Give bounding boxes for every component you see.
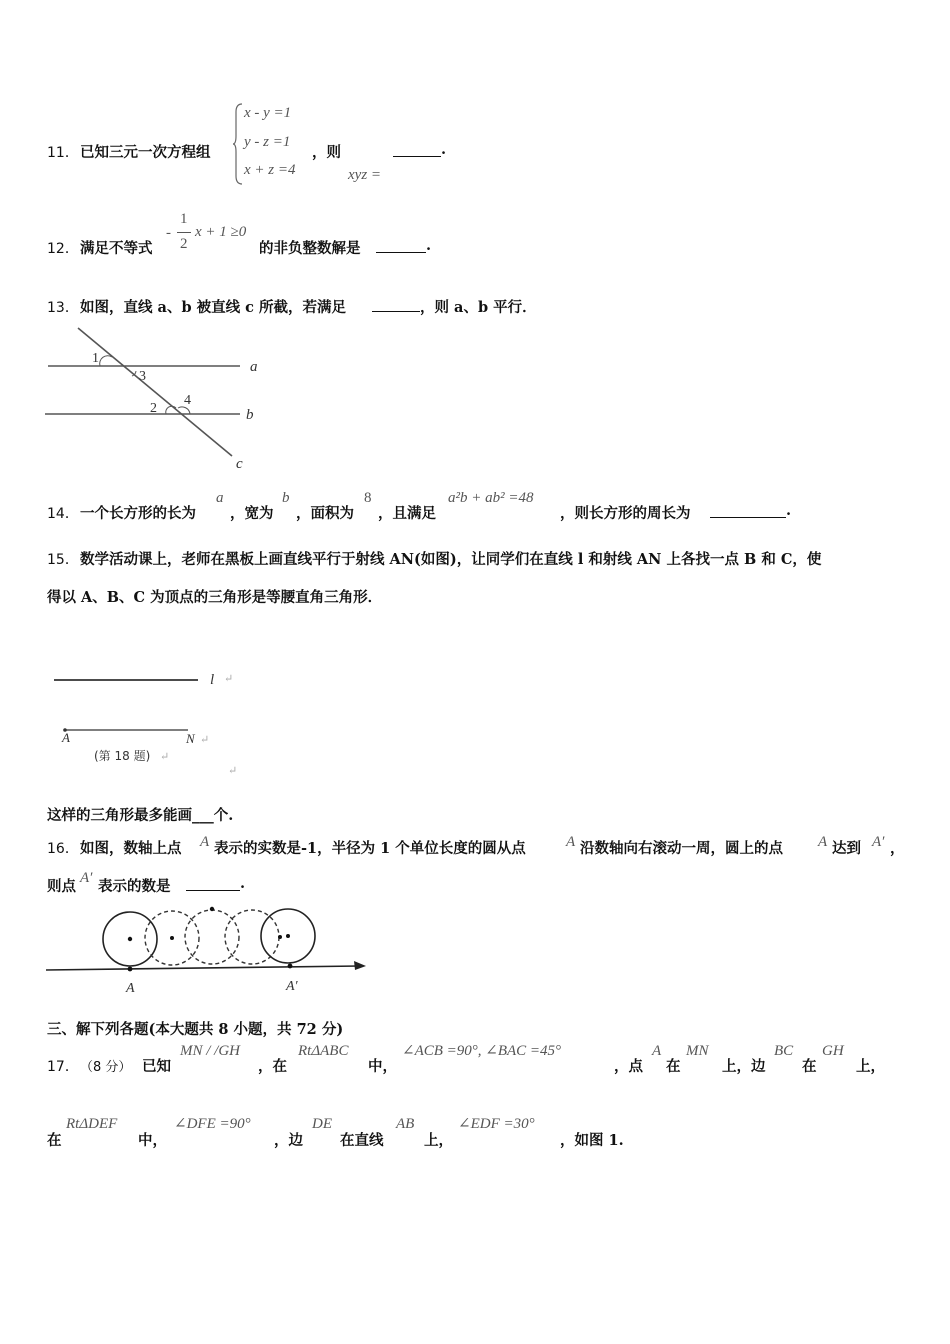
question-text: 中， [138, 1132, 167, 1149]
question-text: 表示的数是 [98, 878, 171, 895]
circle-point [210, 907, 214, 911]
period: . [240, 875, 246, 892]
return-mark-icon: ↵ [200, 734, 210, 746]
angle-1-arc [100, 356, 112, 366]
var-b: b [282, 490, 290, 506]
question-text: 上， [856, 1058, 885, 1075]
inequality: x + 1 ≥0 [195, 224, 247, 240]
label-a: a [250, 359, 258, 375]
circle-point [278, 935, 282, 939]
question-text: 上，边 [722, 1058, 766, 1075]
point-Aprime [288, 964, 293, 969]
question-text: 得以 A、B、C 为顶点的三角形是等腰直角三角形． [47, 589, 383, 606]
fraction-bar [177, 232, 191, 233]
math-expr: DE [312, 1116, 332, 1132]
question-text: 数学活动课上，老师在黑板上画直线平行于射线 AN(如图)，让同学们在直线 l 和射线 AN 上各找一点 B 和 C，使 [80, 551, 822, 568]
question-number: 12． [47, 241, 79, 257]
point-A-symbol: A [566, 834, 576, 850]
angle-2-label: 2 [150, 401, 157, 416]
math-expr: GH [822, 1043, 844, 1059]
question-text: 则点 [47, 878, 76, 895]
question-text: 表示的实数是-1，半径为 1 个单位长度的圆从点 [214, 840, 526, 857]
math-expr: RtΔDEF [66, 1116, 118, 1132]
equation-2: y - z =1 [244, 134, 291, 150]
math-expr: AB [396, 1116, 415, 1132]
angle-4-label: 4 [184, 393, 191, 408]
var-a: a [216, 490, 224, 506]
circle-center [128, 937, 132, 941]
equation-3: x + z =4 [244, 162, 296, 178]
answer-blank[interactable] [376, 238, 426, 253]
question-number: 14． [47, 506, 79, 522]
label-Aprime: A′ [286, 979, 298, 994]
question-text: ，如图 1. [560, 1132, 624, 1149]
question-text: 上， [424, 1132, 453, 1149]
period: . [786, 502, 792, 519]
question-text: ，宽为 [230, 505, 274, 522]
question-text: ，面积为 [296, 505, 354, 522]
return-mark-icon: ↵ [228, 765, 238, 777]
line-c [78, 328, 232, 456]
area-value: 8 [364, 490, 372, 506]
question-number: 15． [47, 552, 79, 568]
question-text: ，则 [312, 144, 341, 161]
score: （8 分） [80, 1060, 132, 1075]
point-Aprime-symbol: A′ [80, 870, 93, 886]
question-text: 在 [802, 1058, 817, 1075]
equation-1: x - y =1 [244, 105, 292, 121]
rolling-circle [185, 910, 239, 964]
question-text: ， [890, 840, 905, 857]
section-heading: 三、解下列各题(本大题共 8 小题，共 72 分) [47, 1021, 344, 1038]
math-expr: MN [686, 1043, 709, 1059]
math-expr: ∠DFE =90° [174, 1116, 251, 1132]
period: . [441, 141, 447, 158]
answer-blank[interactable] [372, 297, 420, 312]
label-N: N [186, 731, 195, 746]
parallel-lines-figure [40, 322, 280, 472]
question-text: 在 [666, 1058, 681, 1075]
point-Aprime-symbol: A′ [872, 834, 885, 850]
left-brace-icon [232, 102, 244, 186]
point-A-symbol: A [200, 834, 210, 850]
answer-blank[interactable] [393, 142, 441, 157]
question-number: 17． [47, 1059, 79, 1075]
question-text: ，则长方形的周长为 [560, 505, 691, 522]
label-A: A [126, 981, 135, 996]
return-mark-icon: ↵ [160, 751, 170, 763]
math-expr: ∠ACB =90°, ∠BAC =45° [402, 1043, 562, 1059]
label-b: b [246, 407, 254, 423]
question-text: 达到 [832, 840, 861, 857]
label-l: l [210, 672, 215, 688]
question-text: 已知 [142, 1058, 171, 1075]
question-text: ，边 [274, 1132, 303, 1149]
math-expr: A [652, 1043, 662, 1059]
question-text: 在 [47, 1132, 62, 1149]
label-A: A [62, 730, 70, 745]
angle-3-label: 3 [139, 369, 146, 384]
question-text: 满足不等式 [80, 240, 153, 257]
question-text: ，则 a、b 平行． [420, 299, 537, 316]
answer-blank[interactable] [710, 503, 786, 518]
expression: xyz = [348, 167, 382, 183]
question-text: 沿数轴向右滚动一周，圆上的点 [580, 840, 783, 857]
figure-caption: (第 18 题) [94, 749, 151, 763]
question-number: 13． [47, 300, 79, 316]
rolling-circle-figure [44, 900, 374, 1000]
question-text: 如图，数轴上点 [80, 840, 182, 857]
circle-center [286, 934, 290, 938]
question-text: ，且满足 [378, 505, 436, 522]
period: . [426, 237, 432, 254]
answer-blank[interactable] [186, 876, 240, 891]
condition-equation: a²b + ab² =48 [448, 490, 534, 506]
return-mark-icon: ↵ [224, 673, 234, 685]
point-A-symbol: A [818, 834, 828, 850]
math-expr: MN / /GH [180, 1043, 240, 1059]
fraction-numerator: 1 [180, 211, 188, 227]
math-expr: BC [774, 1043, 794, 1059]
angle-1-label: 1 [92, 351, 99, 366]
fraction-denominator: 2 [180, 236, 188, 252]
minus-sign: - [166, 225, 171, 241]
question-text: 这样的三角形最多能画___个. [47, 807, 234, 824]
question-number: 11． [47, 145, 79, 161]
label-c: c [236, 456, 243, 472]
question-text: 如图，直线 a、b 被直线 c 所截，若满足 [80, 299, 347, 316]
question-text: ，点 [614, 1058, 643, 1075]
question-text: 已知三元一次方程组 [80, 144, 211, 161]
question-text: 在直线 [340, 1132, 384, 1149]
question-text: 的非负整数解是 [259, 240, 361, 257]
arrow-head-icon [354, 961, 366, 970]
circle-point [170, 936, 174, 940]
question-text: 中， [368, 1058, 397, 1075]
number-line [46, 966, 360, 970]
ray-figure [50, 660, 260, 780]
question-text: 一个长方形的长为 [80, 505, 196, 522]
point-A [128, 967, 133, 972]
question-number: 16． [47, 841, 79, 857]
question-text: ，在 [258, 1058, 287, 1075]
math-expr: ∠EDF =30° [458, 1116, 535, 1132]
math-expr: RtΔABC [298, 1043, 349, 1059]
